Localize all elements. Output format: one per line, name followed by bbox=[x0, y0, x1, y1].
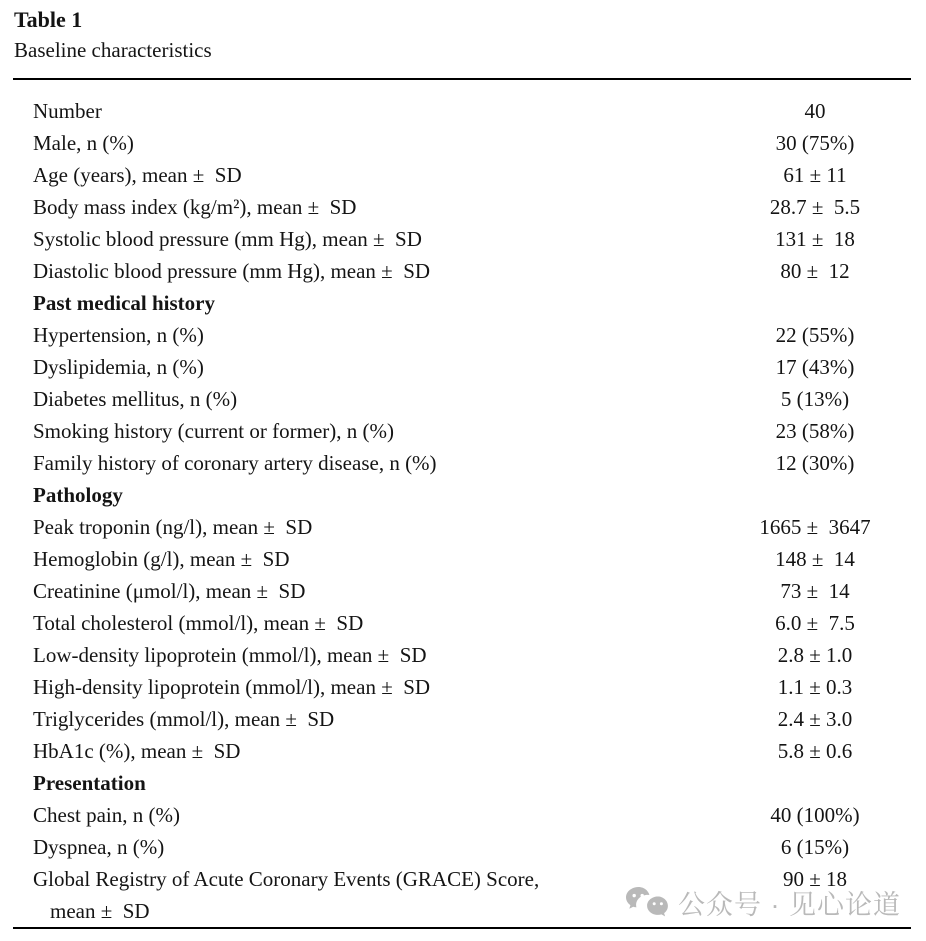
row-label bbox=[0, 607, 720, 639]
row-value: 80 ± 12 bbox=[780, 259, 850, 283]
row-label bbox=[0, 863, 720, 927]
row-label-text: Diastolic blood pressure (mm Hg), mean ± SD bbox=[33, 259, 431, 283]
table-row bbox=[0, 255, 926, 287]
row-label bbox=[0, 671, 720, 703]
row-label-text: Past medical history bbox=[33, 291, 215, 315]
row-value: 148 ± 14 bbox=[775, 547, 855, 571]
row-label bbox=[0, 735, 720, 767]
row-label bbox=[0, 575, 720, 607]
row-label bbox=[0, 319, 720, 351]
row-label bbox=[0, 223, 720, 255]
row-label bbox=[0, 767, 720, 799]
row-label bbox=[0, 255, 720, 287]
row-value: 1.1 ± 0.3 bbox=[777, 675, 853, 699]
table-row bbox=[0, 159, 926, 191]
section-header-row bbox=[0, 479, 926, 511]
bottom-rule bbox=[13, 927, 911, 929]
row-value: 2.8 ± 1.0 bbox=[777, 643, 853, 667]
row-value: 61 ± 11 bbox=[783, 163, 847, 187]
row-label-text: Systolic blood pressure (mm Hg), mean ± SD bbox=[33, 227, 422, 251]
watermark bbox=[625, 883, 901, 922]
row-label-text: Global Registry of Acute Coronary Events (GRACE) Score, bbox=[33, 867, 540, 891]
row-label-text: HbA1c (%), mean ± SD bbox=[33, 739, 241, 763]
row-label-text: Total cholesterol (mmol/l), mean ± SD bbox=[33, 611, 364, 635]
table-row bbox=[0, 607, 926, 639]
row-label bbox=[0, 287, 720, 319]
row-label bbox=[0, 383, 720, 415]
table-row bbox=[0, 735, 926, 767]
row-label-text: Presentation bbox=[33, 771, 146, 795]
table-row bbox=[0, 319, 926, 351]
row-label bbox=[0, 351, 720, 383]
table-row bbox=[0, 447, 926, 479]
row-label-text: Low-density lipoprotein (mmol/l), mean ± SD bbox=[33, 643, 427, 667]
section-header-row bbox=[0, 287, 926, 319]
row-label-text: Dyspnea, n (%) bbox=[33, 835, 165, 859]
row-label-text: Age (years), mean ± SD bbox=[33, 163, 242, 187]
table-row bbox=[0, 671, 926, 703]
table-header bbox=[0, 0, 926, 65]
table-row bbox=[0, 511, 926, 543]
row-label-text: High-density lipoprotein (mmol/l), mean ± SD bbox=[33, 675, 431, 699]
wechat-icon bbox=[625, 885, 669, 921]
table-row bbox=[0, 95, 926, 127]
row-label-line2: mean ± SD bbox=[50, 899, 150, 923]
row-value: 1665 ± 3647 bbox=[759, 515, 871, 539]
row-label bbox=[0, 543, 720, 575]
row-label-text: Male, n (%) bbox=[33, 131, 134, 155]
row-label-text: Creatinine (μmol/l), mean ± SD bbox=[33, 579, 306, 603]
row-label-text: Number bbox=[33, 99, 102, 123]
row-value: 40 (100%) bbox=[770, 803, 860, 827]
row-label bbox=[0, 703, 720, 735]
row-label-text: Hypertension, n (%) bbox=[33, 323, 204, 347]
row-value: 5 (13%) bbox=[780, 387, 850, 411]
row-label bbox=[0, 95, 720, 127]
row-label bbox=[0, 127, 720, 159]
row-label bbox=[0, 831, 720, 863]
row-label-text: Triglycerides (mmol/l), mean ± SD bbox=[33, 707, 335, 731]
row-label bbox=[0, 159, 720, 191]
row-value: 5.8 ± 0.6 bbox=[777, 739, 853, 763]
row-label-text: Pathology bbox=[33, 483, 123, 507]
table-row bbox=[0, 191, 926, 223]
table-row bbox=[0, 639, 926, 671]
row-value: 12 (30%) bbox=[775, 451, 855, 475]
row-value: 30 (75%) bbox=[775, 131, 855, 155]
table-row bbox=[0, 575, 926, 607]
row-label-text: Dyslipidemia, n (%) bbox=[33, 355, 204, 379]
table-number-label: Table 1 bbox=[14, 7, 83, 32]
row-label bbox=[0, 639, 720, 671]
row-label bbox=[0, 479, 720, 511]
row-label-text: Hemoglobin (g/l), mean ± SD bbox=[33, 547, 290, 571]
row-label-text: Family history of coronary artery disease, n (%) bbox=[33, 451, 437, 475]
table-row bbox=[0, 703, 926, 735]
row-label bbox=[0, 415, 720, 447]
baseline-characteristics-table bbox=[0, 80, 926, 927]
table-row bbox=[0, 127, 926, 159]
row-label-text: Body mass index (kg/m²), mean ± SD bbox=[33, 195, 357, 219]
row-value: 6 (15%) bbox=[780, 835, 850, 859]
table-row bbox=[0, 799, 926, 831]
row-label bbox=[0, 447, 720, 479]
row-value: 131 ± 18 bbox=[775, 227, 855, 251]
table-row bbox=[0, 223, 926, 255]
row-label-text: Peak troponin (ng/l), mean ± SD bbox=[33, 515, 313, 539]
row-label-text: Diabetes mellitus, n (%) bbox=[33, 387, 238, 411]
table-row bbox=[0, 351, 926, 383]
row-value: 2.4 ± 3.0 bbox=[777, 707, 853, 731]
row-value: 6.0 ± 7.5 bbox=[775, 611, 855, 635]
row-label-text: Smoking history (current or former), n (%) bbox=[33, 419, 394, 443]
row-value: 73 ± 14 bbox=[780, 579, 850, 603]
row-label bbox=[0, 511, 720, 543]
row-value: 40 bbox=[804, 99, 826, 123]
row-value: 17 (43%) bbox=[775, 355, 855, 379]
row-value: 90 ± 18 bbox=[782, 867, 848, 891]
section-header-row bbox=[0, 767, 926, 799]
row-value: 22 (55%) bbox=[775, 323, 855, 347]
row-label-text: Chest pain, n (%) bbox=[33, 803, 180, 827]
row-label bbox=[0, 799, 720, 831]
table-caption: Baseline characteristics bbox=[14, 38, 212, 62]
table-row bbox=[0, 831, 926, 863]
table-row bbox=[0, 415, 926, 447]
table-row bbox=[0, 543, 926, 575]
row-label bbox=[0, 191, 720, 223]
watermark-text: 公众号 · 见心论道 bbox=[678, 890, 901, 920]
row-value: 28.7 ± 5.5 bbox=[769, 195, 861, 219]
row-value: 23 (58%) bbox=[775, 419, 855, 443]
table-row bbox=[0, 383, 926, 415]
